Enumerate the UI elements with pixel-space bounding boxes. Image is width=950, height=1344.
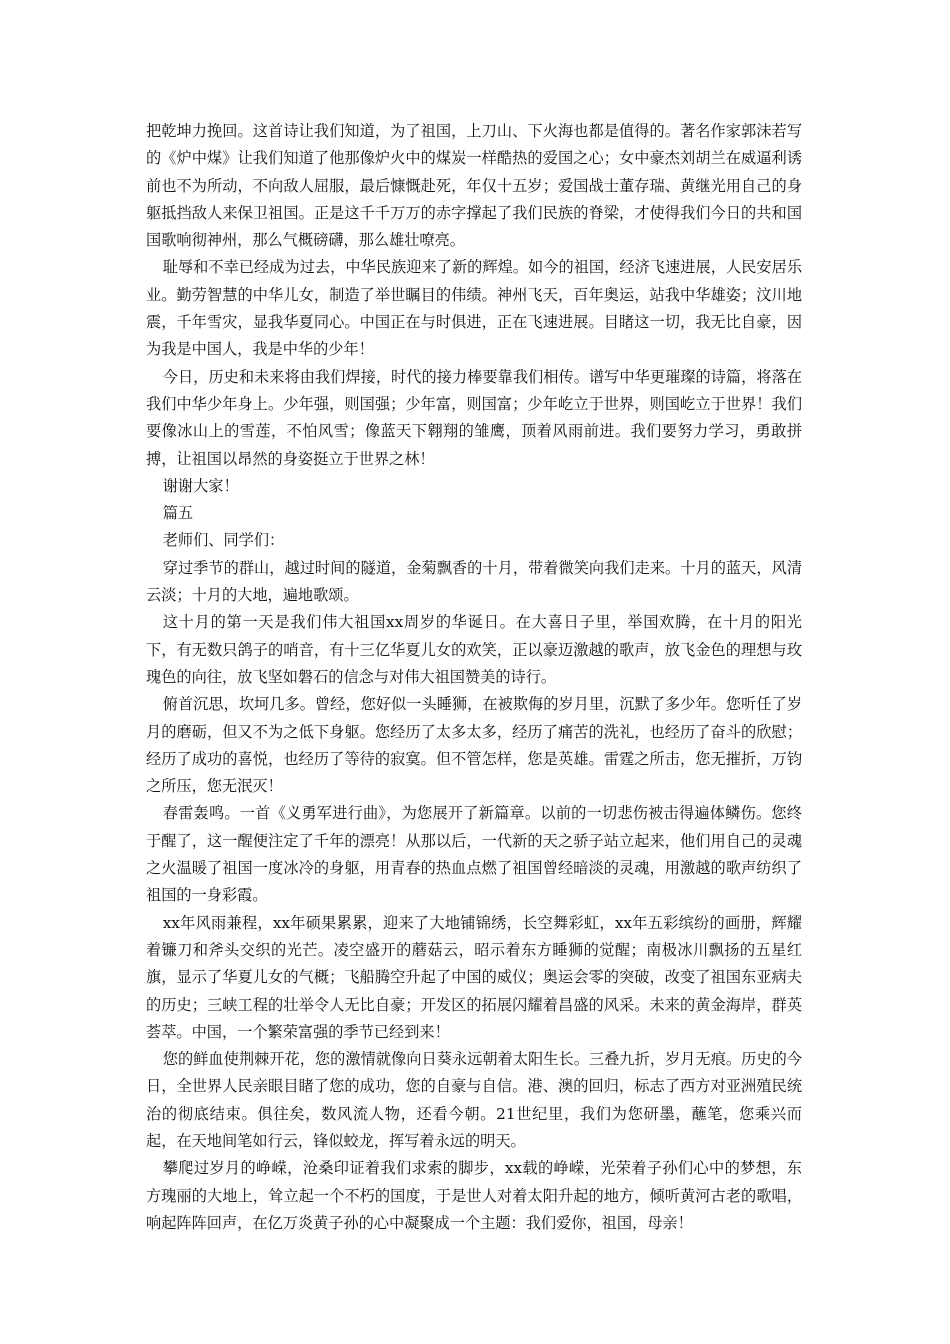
section-heading: 篇五: [162, 504, 194, 523]
salutation: 老师们、同学们：: [162, 531, 285, 550]
paragraph-3: 今日，历史和未来将由我们焊接，时代的接力棒要靠我们相传。谱写中华更璀璨的诗篇，将落在我们中华少年身上。少年强，则国强；少年富，则国富；少年屹立于世界，则国屹立于世界！我们要像冰山上的雪莲，不怕风雪；像蓝天下翱翔的雏鹰，顶着风雨前进。我们要努力学习，勇敢拼搏，让祖国以昂然的身姿挺立于世界之林！: [146, 367, 802, 468]
paragraph-7: 穿过季节的群山，越过时间的隧道，金菊飘香的十月，带着微笑向我们走来。十月的蓝天，风清云淡；十月的大地，遍地歌颂。: [146, 558, 802, 605]
paragraph-13: 攀爬过岁月的峥嵘，沧桑印证着我们求索的脚步，xx载的峥嵘，光荣着子孙们心中的梦想，东方瑰丽的大地上，耸立起一个不朽的国度，于是世人对着太阳升起的地方，倾听黄河古老的歌唱，响起阵阵回声，在亿万炎黄子孙的心中凝聚成一个主题：我们爱你，祖国，母亲！: [146, 1159, 802, 1232]
paragraph-10: 春雷轰鸣。一首《义勇军进行曲》，为您展开了新篇章。以前的一切悲伤被击得遍体鳞伤。您终于醒了，这一醒便注定了千年的漂亮！从那以后，一代新的天之骄子站立起来，他们用自己的灵魂之火温暖了祖国一度冰冷的身躯，用青春的热血点燃了祖国曾经暗淡的灵魂，用激越的歌声纺织了祖国的一身彩霞。: [146, 804, 802, 905]
paragraph-1: 把乾坤力挽回。这首诗让我们知道，为了祖国，上刀山、下火海也都是值得的。著名作家郭沫若写的《炉中煤》让我们知道了他那像炉火中的煤炭一样酷热的爱国之心；女中豪杰刘胡兰在威逼利诱前也不为所动，不向敌人屈服，最后慷慨赴死，年仅十五岁；爱国战士董存瑞、黄继光用自己的身躯抵挡敌人来保卫祖国。正是这千千万万的赤字撑起了我们民族的脊梁，才使得我们今日的共和国国歌响彻神州，那么气概磅礴，那么雄壮嘹亮。: [146, 122, 802, 250]
paragraph-11: xx年风雨兼程，xx年硕果累累，迎来了大地铺锦绣，长空舞彩虹，xx年五彩缤纷的画册，辉耀着镰刀和斧头交织的光芒。凌空盛开的蘑菇云，昭示着东方睡狮的觉醒；南极冰川飘扬的五星红旗，显示了华夏儿女的气概；飞船腾空升起了中国的威仪；奥运会零的突破，改变了祖国东亚病夫的历史；三峡工程的壮举令人无比自豪；开发区的拓展闪耀着昌盛的风采。未来的黄金海岸，群英荟萃。中国，一个繁荣富强的季节已经到来！: [146, 913, 802, 1041]
paragraph-thanks: 谢谢大家！: [162, 476, 239, 495]
paragraph-2: 耻辱和不幸已经成为过去，中华民族迎来了新的辉煌。如今的祖国，经济飞速进展，人民安居乐业。勤劳智慧的中华儿女，制造了举世瞩目的伟绩。神州飞天，百年奥运，站我中华雄姿；汶川地震，千年雪灾，显我华夏同心。中国正在与时俱进，正在飞速进展。目睹这一切，我无比自豪，因为我是中国人，我是中华的少年！: [146, 258, 802, 359]
paragraph-8: 这十月的第一天是我们伟大祖国xx周岁的华诞日。在大喜日子里，举国欢腾，在十月的阳光下，有无数只鸽子的哨音，有十三亿华夏儿女的欢笑，正以豪迈激越的歌声，放飞金色的理想与玫瑰色的向往，放飞坚如磐石的信念与对伟大祖国赞美的诗行。: [146, 613, 802, 686]
paragraph-12: 您的鲜血使荆棘开花，您的激情就像向日葵永远朝着太阳生长。三叠九折，岁月无痕。历史的今日，全世界人民亲眼目睹了您的成功，您的自豪与自信。港、澳的回归，标志了西方对亚洲殖民统治的彻底结束。俱往矣，数风流人物，还看今朝。21世纪里，我们为您研墨，蘸笔，您乘兴而起，在天地间笔如行云，锋似蛟龙，挥写着永远的明天。: [146, 1050, 802, 1150]
paragraph-9: 俯首沉思，坎坷几多。曾经，您好似一头睡狮，在被欺侮的岁月里，沉默了多少年。您听任了岁月的磨砺，但又不为之低下身躯。您经历了太多太多，经历了痛苦的洗礼，也经历了奋斗的欣慰；经历了成功的喜悦，也经历了等待的寂寞。但不管怎样，您是英雄。雷霆之所击，您无摧折，万钧之所压，您无泯灭！: [146, 695, 802, 796]
